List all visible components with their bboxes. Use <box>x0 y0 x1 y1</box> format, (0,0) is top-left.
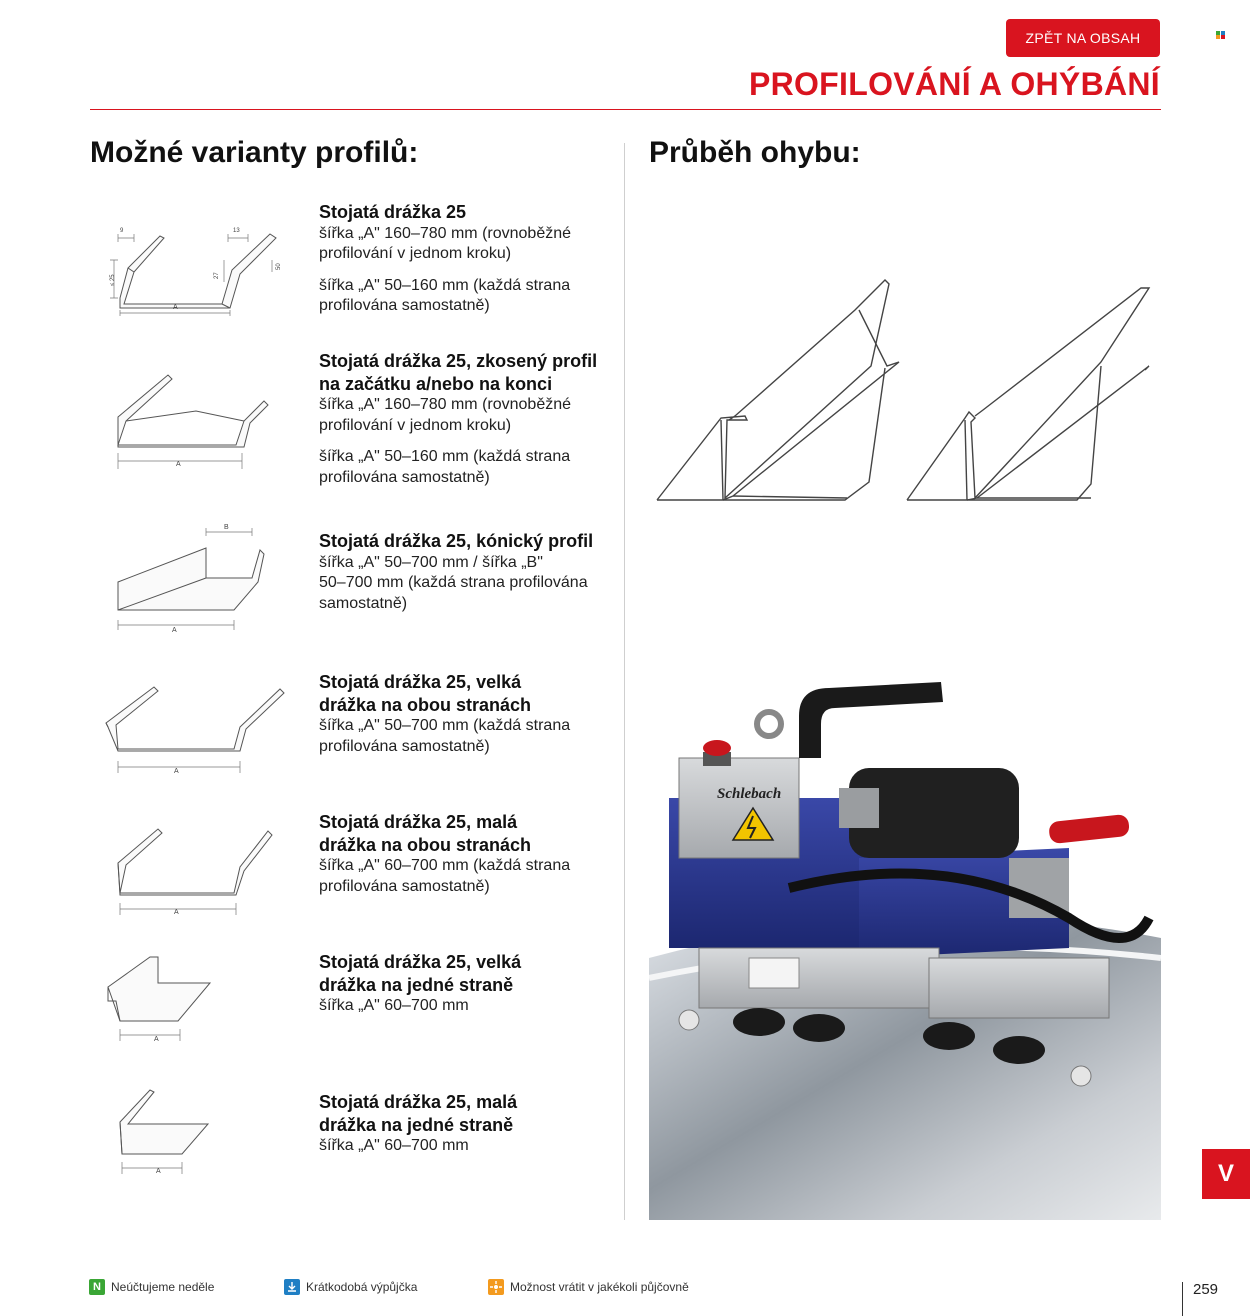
variant-detail-line: šířka „A" 50–160 mm (každá strana <box>319 448 571 465</box>
variant-description <box>319 951 614 1017</box>
short-rental-icon <box>284 1279 300 1295</box>
footer-no-sunday-charge <box>89 1279 214 1295</box>
footer-label: Neúčtujeme neděle <box>111 1280 215 1294</box>
bending-process-illustration <box>649 270 1161 510</box>
footer-label: Krátkodobá výpůjčka <box>306 1280 418 1294</box>
page-number-divider <box>1182 1282 1183 1316</box>
variant-detail-line: šířka „A" 50–700 mm (každá strana <box>319 717 571 734</box>
seaming-machine-photo <box>649 658 1161 1220</box>
variant-detail-line: profilována samostatně) <box>319 877 490 895</box>
machine-brand-label: Schlebach <box>717 786 782 802</box>
return-anywhere-icon <box>488 1279 504 1295</box>
variant-title: Stojatá drážka 25, velká <box>319 672 522 692</box>
drawing-label: 9 <box>120 228 124 234</box>
profile-drawing-standing-seam <box>100 220 290 345</box>
variant-detail-line: šířka „A" 160–780 mm (rovnoběžné <box>319 224 572 242</box>
variant-title: drážka na obou stranách <box>319 694 532 715</box>
profile-drawing-conical <box>100 520 290 645</box>
variant-detail-line: profilování v jednom kroku) <box>319 416 512 434</box>
drawing-label: A <box>172 627 177 634</box>
footer-short-term-rental <box>284 1279 417 1295</box>
n-badge-icon: N <box>89 1279 105 1295</box>
drawing-label: ≤ 25 <box>110 274 116 286</box>
variant-title: Stojatá drážka 25, kónický profil <box>319 531 594 551</box>
page-title: PROFILOVÁNÍ A OHÝBÁNÍ <box>748 66 1160 102</box>
profile-drawing-beveled <box>100 365 290 490</box>
drawing-label: A <box>174 768 179 775</box>
variant-detail-line: šířka „A" 160–780 mm (rovnoběžné <box>319 396 572 413</box>
variant-description <box>319 1091 614 1157</box>
variant-description <box>319 350 614 488</box>
drawing-label: A <box>173 304 178 311</box>
variant-description <box>319 671 614 757</box>
profile-drawing-small-seam-both <box>100 805 290 930</box>
color-squares-icon <box>1216 26 1226 34</box>
variant-title: Stojatá drážka 25, malá <box>319 812 518 832</box>
drawing-label: B <box>224 524 229 531</box>
variant-title: Stojatá drážka 25 <box>319 202 467 222</box>
variant-detail-line: 50–700 mm (každá strana profilována <box>319 574 588 591</box>
drawing-label: 27 <box>214 272 220 279</box>
variant-detail-line: šířka „A" 50–160 mm (každá strana <box>319 276 571 294</box>
back-to-contents-button[interactable]: ZPĚT NA OBSAH <box>1006 19 1160 57</box>
column-divider <box>624 143 625 1220</box>
variant-title: drážka na jedné straně <box>319 974 514 995</box>
variant-description <box>319 530 614 614</box>
variant-title: Stojatá drážka 25, zkosený profil <box>319 351 598 371</box>
variant-title: drážka na jedné straně <box>319 1114 514 1135</box>
title-divider <box>90 109 1161 110</box>
variant-detail-line: samostatně) <box>319 594 408 612</box>
drawing-label: A <box>174 909 179 916</box>
footer-return-anywhere <box>488 1279 689 1295</box>
bending-process-heading: Průběh ohybu: <box>649 136 861 169</box>
variant-detail-line: profilována samostatně) <box>319 468 490 486</box>
variant-detail-line: šířka „A" 50–700 mm / šířka „B" <box>319 553 543 571</box>
variant-title: na začátku a/nebo na konci <box>319 373 553 394</box>
variant-title: Stojatá drážka 25, malá <box>319 1092 518 1112</box>
variant-detail-line: profilování v jednom kroku) <box>319 245 512 262</box>
variant-detail-line: profilována samostatně) <box>319 737 490 755</box>
drawing-label: A <box>154 1036 159 1043</box>
profile-drawing-large-seam-one <box>100 945 290 1070</box>
drawing-label: A <box>176 461 181 468</box>
variant-title: Stojatá drážka 25, velká <box>319 952 522 972</box>
variant-description <box>319 201 614 317</box>
profile-drawing-small-seam-one <box>100 1080 290 1205</box>
profile-variants-heading: Možné varianty profilů: <box>90 136 419 169</box>
page-number: 259 <box>1193 1281 1219 1298</box>
drawing-label: A <box>156 1168 161 1175</box>
drawing-label: 50 <box>276 263 282 270</box>
chapter-tab-v[interactable]: V <box>1202 1149 1250 1199</box>
profile-drawing-large-seam-both <box>100 665 290 790</box>
variant-detail-line: šířka „A" 60–700 mm <box>319 1137 469 1154</box>
variant-title: drážka na obou stranách <box>319 834 532 855</box>
variant-detail-line: šířka „A" 60–700 mm <box>319 997 469 1014</box>
variant-description <box>319 811 614 897</box>
variant-detail-line: šířka „A" 60–700 mm (každá strana <box>319 857 571 874</box>
drawing-label: 13 <box>233 228 240 234</box>
variant-detail-line: profilována samostatně) <box>319 297 490 314</box>
footer-label: Možnost vrátit v jakékoli půjčovně <box>510 1280 689 1294</box>
